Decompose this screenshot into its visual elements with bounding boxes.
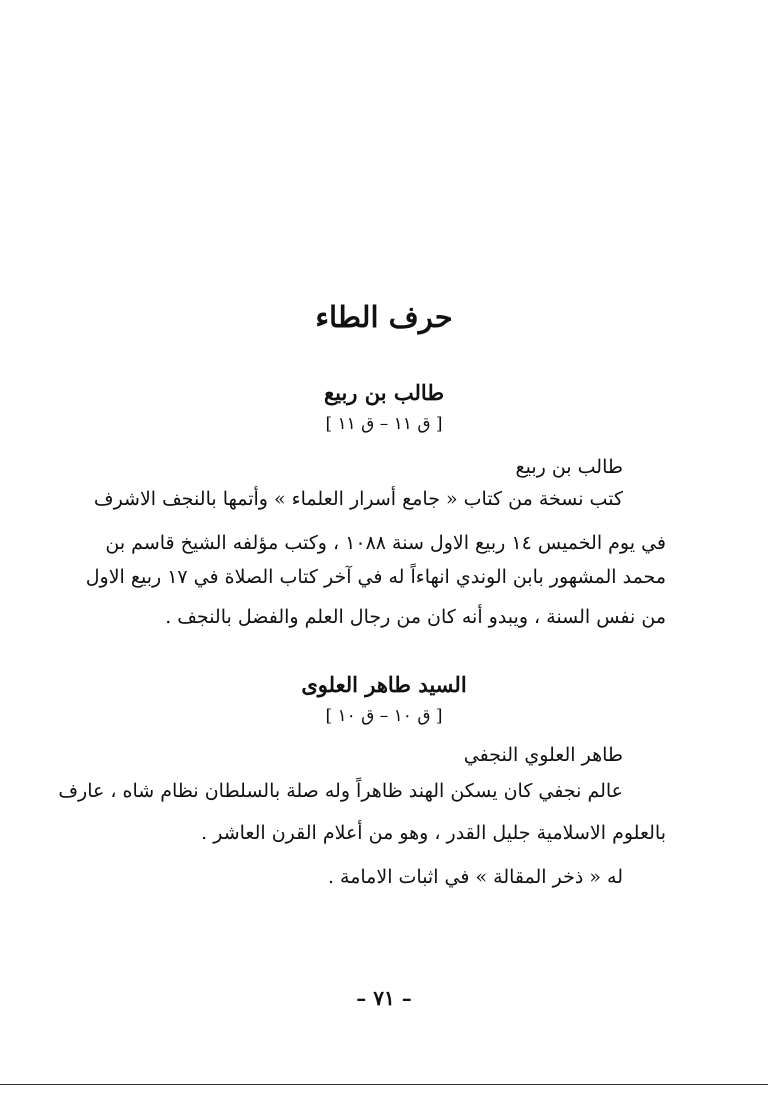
entry-title: السيد طاهر العلوى [301, 672, 467, 697]
paragraph-line: كتب نسخة من كتاب « جامع أسرار العلماء » وأتمها بالنجف الاشرف [93, 488, 623, 510]
page-number: – ٧١ – [356, 986, 412, 1010]
entry-dates: [ ق ١١ – ق ١١ ] [325, 414, 443, 434]
entry-subject-name: طالب بن ربيع [515, 456, 623, 478]
paragraph-line: في يوم الخميس ١٤ ربيع الاول سنة ١٠٨٨ ، وكتب مؤلفه الشيخ قاسم بن [105, 532, 666, 554]
entry-title: طالب بن ربيع [323, 380, 445, 405]
paragraph-line: محمد المشهور بابن الوندي انهاءاً له في آخر كتاب الصلاة في ١٧ ربيع الاول [85, 566, 666, 588]
paragraph-line: بالعلوم الاسلامية جليل القدر ، وهو من أعلام القرن العاشر . [201, 822, 666, 844]
entry-dates: [ ق ١٠ – ق ١٠ ] [325, 706, 443, 726]
chapter-title: حرف الطاء [315, 300, 453, 334]
paragraph-line: عالم نجفي كان يسكن الهند ظاهراً وله صلة بالسلطان نظام شاه ، عارف [58, 780, 623, 802]
paragraph-line: له « ذخر المقالة » في اثبات الامامة . [327, 866, 623, 888]
paragraph-line: من نفس السنة ، ويبدو أنه كان من رجال العلم والفضل بالنجف . [165, 606, 666, 628]
bottom-rule [0, 1084, 768, 1085]
entry-subject-name: طاهر العلوي النجفي [463, 744, 623, 766]
